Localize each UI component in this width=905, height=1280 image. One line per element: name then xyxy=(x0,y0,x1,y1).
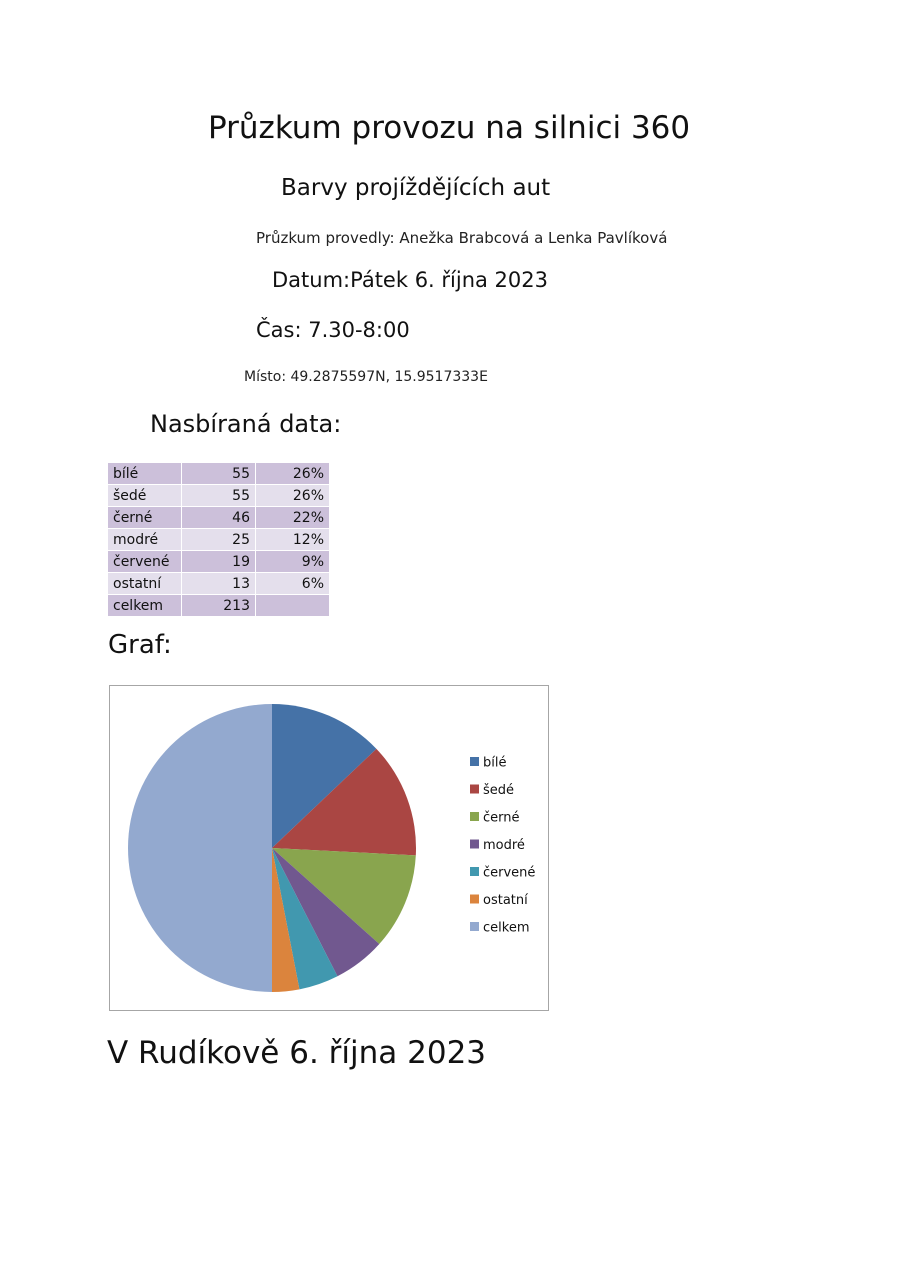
legend-label: ostatní xyxy=(483,893,528,908)
row-percent: 9% xyxy=(256,551,330,573)
pie-slice-celkem xyxy=(128,704,272,992)
graf-heading: Graf: xyxy=(108,630,172,660)
legend-swatch xyxy=(470,922,479,931)
legend-label: bílé xyxy=(483,755,507,771)
row-label: modré xyxy=(108,529,182,551)
row-count: 13 xyxy=(182,573,256,595)
row-count: 25 xyxy=(182,529,256,551)
legend-label: černé xyxy=(483,810,520,826)
pie-chart xyxy=(109,685,549,1011)
row-percent xyxy=(256,595,330,617)
table-row xyxy=(108,463,330,485)
data-heading: Nasbíraná data: xyxy=(150,410,342,438)
row-count: 46 xyxy=(182,507,256,529)
row-label: červené xyxy=(108,551,182,573)
table-row xyxy=(108,551,330,573)
row-label: ostatní xyxy=(108,573,182,595)
legend-swatch xyxy=(470,757,479,766)
row-count: 213 xyxy=(182,595,256,617)
row-label: bílé xyxy=(108,463,182,485)
legend-label: červené xyxy=(483,865,536,881)
data-table xyxy=(107,462,330,617)
place-line: Místo: 49.2875597N, 15.9517333E xyxy=(244,369,488,385)
legend-label: celkem xyxy=(483,920,530,936)
time-line: Čas: 7.30-8:00 xyxy=(256,318,410,342)
legend-swatch xyxy=(470,867,479,876)
table-row xyxy=(108,485,330,507)
row-percent: 22% xyxy=(256,507,330,529)
table-row xyxy=(108,529,330,551)
table-row xyxy=(108,507,330,529)
legend-swatch xyxy=(470,785,479,794)
row-percent: 26% xyxy=(256,463,330,485)
legend-swatch xyxy=(470,812,479,821)
row-count: 19 xyxy=(182,551,256,573)
legend-swatch xyxy=(470,840,479,849)
document-title: Průzkum provozu na silnici 360 xyxy=(208,110,691,146)
table-row xyxy=(108,595,330,617)
row-label: šedé xyxy=(108,485,182,507)
document-subtitle: Barvy projíždějících aut xyxy=(281,175,551,201)
row-label: černé xyxy=(108,507,182,529)
legend-label: šedé xyxy=(483,783,515,798)
row-count: 55 xyxy=(182,485,256,507)
legend-swatch xyxy=(470,895,479,904)
authors-line: Průzkum provedly: Anežka Brabcová a Lenka Pavlíková xyxy=(256,229,668,247)
closing-line: V Rudíkově 6. října 2023 xyxy=(107,1035,487,1071)
row-percent: 12% xyxy=(256,529,330,551)
pie-chart-canvas xyxy=(110,686,548,1010)
row-label: celkem xyxy=(108,595,182,617)
row-percent: 6% xyxy=(256,573,330,595)
table-row xyxy=(108,573,330,595)
legend-label: modré xyxy=(483,838,525,853)
row-count: 55 xyxy=(182,463,256,485)
date-line: Datum:Pátek 6. října 2023 xyxy=(272,268,549,292)
row-percent: 26% xyxy=(256,485,330,507)
